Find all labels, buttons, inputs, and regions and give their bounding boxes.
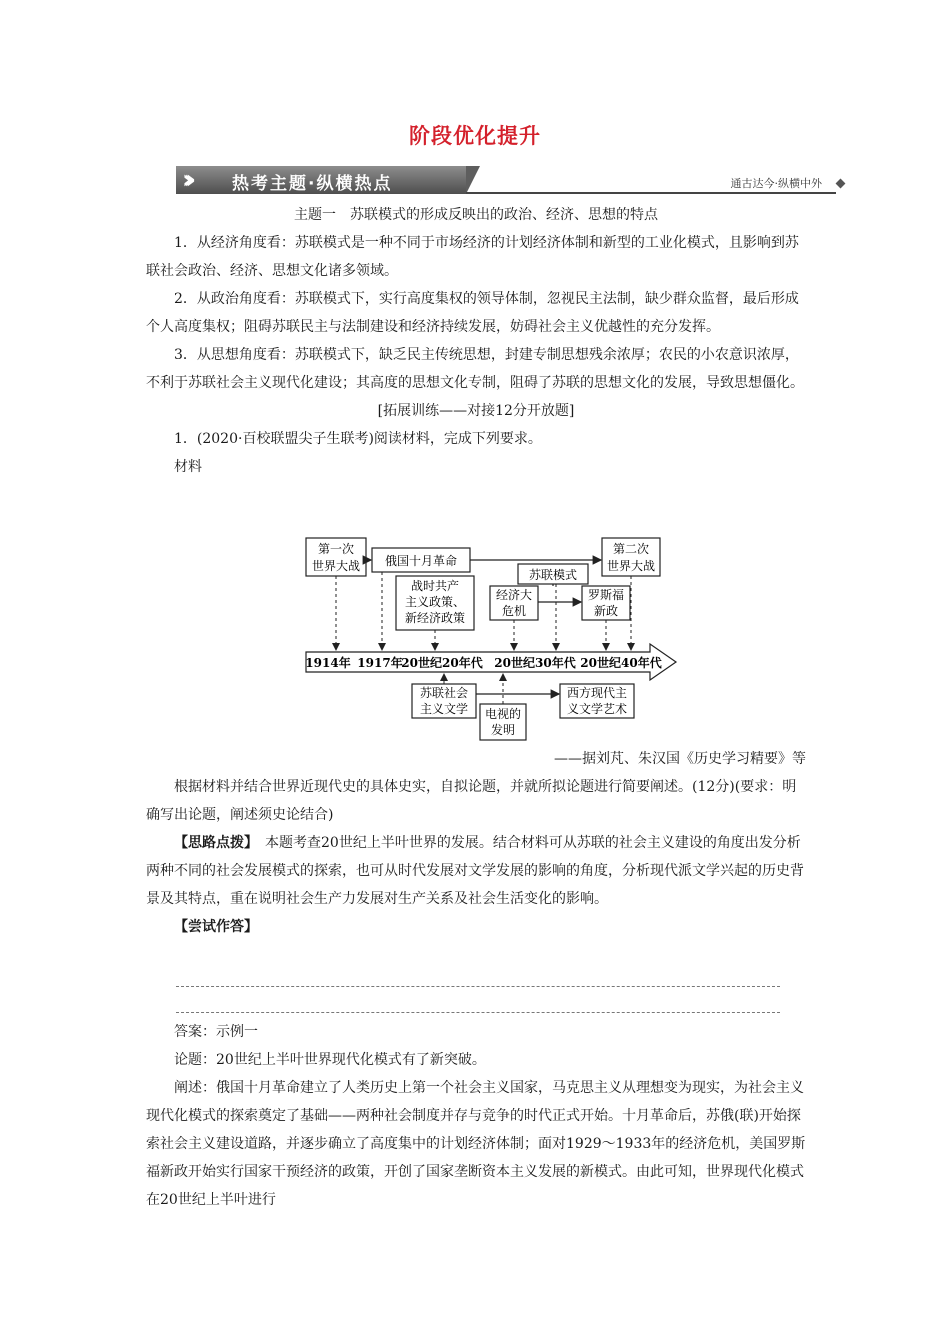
box-ww2-line1: 第二次 (612, 542, 650, 556)
theme-point-3: 3．从思想角度看：苏联模式下，缺乏民主传统思想，封建专制思想残余浓厚；农民的小农意识浓厚，不利于苏联社会主义现代化建设；其高度的思想文化专制，阻碍了苏联的思想文化的发展，导致思想僵化。 (146, 347, 804, 391)
answer-elaboration: 阐述：俄国十月革命建立了人类历史上第一个社会主义国家，马克思主义从理想变为现实，为社会主义现代化模式的探索奠定了基础——两种社会制度并存与竞争的时代正式开始。十月革命后，苏俄(联)开始探索社会主义建设道路，并逐步确立了高度集中的计划经济体制；面对1929～1933年的经济危机，美国罗斯福新政开始实行国家干预经济的政策，开创了国家垄断资本主义发展的新模式。由此可知，世界现代化模式在20世纪上半叶进行 (146, 1080, 806, 1208)
box-ww2 (602, 538, 660, 576)
timeline-label-1917: 1917年 (357, 656, 403, 670)
question-text: 1．(2020·百校联盟尖子生联考)阅读材料，完成下列要求。 (174, 431, 542, 447)
banner-cap (466, 166, 480, 194)
hint-paragraph (146, 829, 806, 913)
box-new-deal-line2: 新政 (593, 604, 619, 618)
theme-section (146, 201, 806, 481)
box-ww1 (306, 538, 366, 576)
question-prompt: 根据材料并结合世界近现代史的具体史实，自拟论题，并就所拟论题进行简要阐述。(12分)(要求：明确写出论题，阐述须史论结合) (146, 779, 797, 823)
box-ww2-line2: 世界大战 (606, 559, 656, 573)
material-label: 材料 (174, 459, 202, 475)
box-war-communism-line1: 战时共产 (410, 579, 460, 593)
diamond-icon (836, 179, 846, 189)
banner-subtitle: 通古达今·纵横中外 (730, 177, 822, 190)
box-soviet-literature (412, 684, 476, 718)
box-new-deal (582, 586, 630, 620)
box-war-communism-line3: 新经济政策 (404, 611, 466, 625)
box-television (480, 704, 526, 740)
box-soviet-literature-line2: 主义文学 (419, 702, 469, 716)
answer-section (146, 1018, 806, 1214)
timeline-label-1914: 1914年 (305, 656, 351, 670)
box-soviet-model-label: 苏联模式 (528, 568, 578, 582)
theme-point-1: 1．从经济角度看：苏联模式是一种不同于市场经济的计划经济体制和新型的工业化模式，且影响到苏联社会政治、经济、思想文化诸多领域。 (146, 235, 799, 279)
box-soviet-model (518, 564, 588, 584)
box-television-line2: 发明 (490, 723, 516, 737)
box-depression-line1: 经济大 (495, 588, 533, 602)
timeline-label-1920s: 20世纪20年代 (401, 656, 483, 670)
timeline-label-1930s: 20世纪30年代 (494, 656, 576, 670)
box-october-revolution (372, 548, 470, 572)
box-war-communism-line2: 主义政策、 (404, 595, 466, 609)
box-television-line1: 电视的 (484, 707, 522, 721)
box-new-deal-line1: 罗斯福 (587, 588, 625, 602)
box-soviet-literature-line1: 苏联社会 (419, 686, 469, 700)
training-label: [拓展训练——对接12分开放题] (377, 403, 575, 419)
attempt-label: 【尝试作答】 (174, 919, 258, 935)
section-banner (176, 160, 852, 194)
answer-line-2 (176, 1012, 780, 1013)
theme-heading: 主题一 苏联模式的形成反映出的政治、经济、思想的特点 (294, 207, 658, 223)
answer-thesis: 论题：20世纪上半叶世界现代化模式有了新突破。 (174, 1052, 486, 1068)
banner-underline (466, 192, 836, 194)
hint-text: 本题考查20世纪上半叶世界的发展。结合材料可从苏联的社会主义建设的角度出发分析两种不同的社会发展模式的探索，也可从时代发展对文学发展的影响的角度，分析现代派文学兴起的历史背景及其特点，重在说明社会生产力发展对生产关系及社会生活变化的影响。 (146, 835, 804, 907)
banner-title: 热考主题·纵横热点 (232, 174, 393, 194)
box-ww1-line1: 第一次 (317, 542, 355, 556)
answer-line-1 (176, 986, 780, 987)
page-title: 阶段优化提升 (409, 123, 541, 148)
box-western-modernism-line2: 义文学艺术 (566, 702, 628, 716)
box-western-modernism-line1: 西方现代主 (566, 686, 628, 700)
box-western-modernism (560, 684, 634, 718)
box-depression (490, 586, 538, 620)
answer-label: 答案：示例一 (174, 1024, 258, 1040)
question-section (146, 745, 806, 941)
material-source: ——据刘芃、朱汉国《历史学习精要》等 (554, 751, 806, 767)
timeline-label-1940s: 20世纪40年代 (580, 656, 662, 670)
box-october-label: 俄国十月革命 (384, 554, 458, 568)
box-depression-line2: 危机 (501, 604, 527, 618)
hint-label: 【思路点拨】 (174, 835, 251, 851)
box-war-communism (396, 576, 474, 630)
theme-point-2: 2．从政治角度看：苏联模式下，实行高度集权的领导体制，忽视民主法制，缺少群众监督，最后形成个人高度集权；阻碍苏联民主与法制建设和经济持续发展，妨碍社会主义优越性的充分发挥。 (146, 291, 799, 335)
material-diagram (300, 532, 690, 744)
box-ww1-line2: 世界大战 (311, 559, 361, 573)
chevron-right-icon: ››› (182, 165, 188, 195)
